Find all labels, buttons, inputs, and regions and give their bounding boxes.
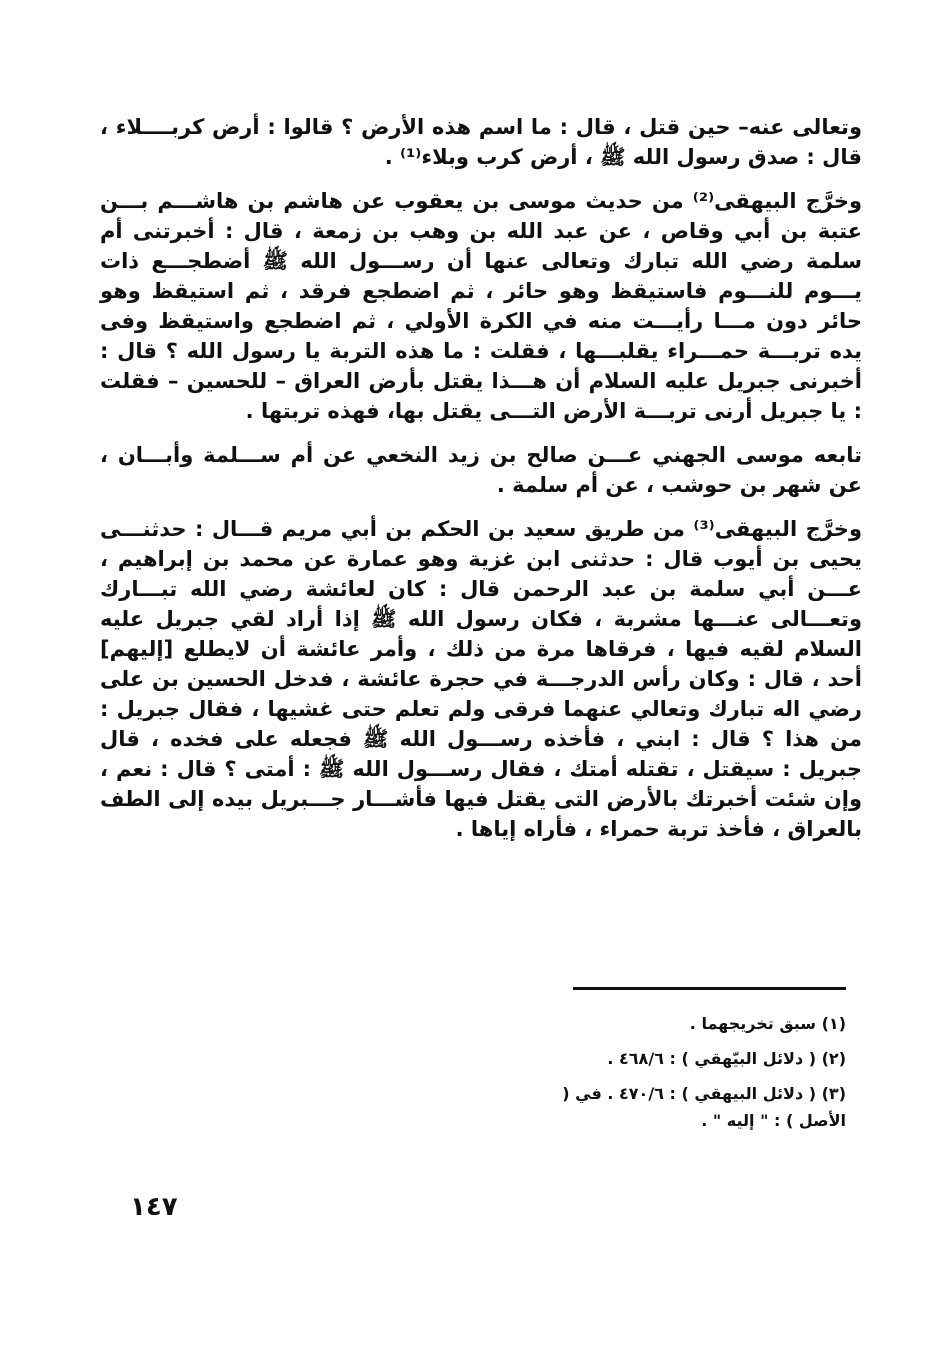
footnotes xyxy=(540,1010,846,1142)
paragraph-2: وخرَّج البيهقى⁽²⁾ من حديث موسى بن يعقوب عن هاشم بن هاشـــم بـــن عتبة بن أبي وقاص ، عن عبد الله بن وهب بن زمعة ، قال : أخبرتنى أم سلمة رضي الله تبارك وتعالى عنها أن رســـول الله ﷺ أضطجـــع ذات يـــوم للنـــوم فاستيقظ وهو حائر ، ثم اضطجع فرقد ، ثم استيقظ وهو حائر دون مـــا رأيـــت منه في الكرة الأولي ، ثم اضطجع واستيقظ وفى يده تربـــة حمـــراء يقلبـــها ، فقلت : ما هذه التربة يا رسول الله ؟ قال : أخبرنى جبريل عليه السلام أن هـــذا يقتل بأرض العراق – للحسين – فقلت : يا جبريل أرنى تربـــة الأرض التـــى يقتل بها، فهذه تربتها . xyxy=(100,189,863,423)
footnote-1: (١) سبق تخريجهما . xyxy=(689,1014,846,1033)
page-number: ١٤٧ xyxy=(130,1192,178,1222)
main-text xyxy=(100,112,862,858)
paragraph-1: وتعالى عنه– حين قتل ، قال : ما اسم هذه الأرض ؟ قالوا : أرض كربــــلاء ، قال : صدق رسول الله ﷺ ، أرض كرب وبلاء⁽¹⁾ . xyxy=(100,115,862,169)
paragraph-4: وخرَّج البيهقى⁽³⁾ من طريق سعيد بن الحكم بن أبي مريم قـــال : حدثنـــى يحيى بن أيوب قال : حدثنى ابن غزية وهو عمارة عن محمد بن إبراهيم ، عـــن أبي سلمة بن عبد الرحمن قال : كان لعائشة رضي الله تبـــارك وتعـــالى عنـــها مشربة ، فكان رسول الله ﷺ إذا أراد لقي جبريل عليه السلام لقيه فيها ، فرقاها مرة من ذلك ، وأمر عائشة أن لايطلع [إليهم] أحد ، قال : وكان رأس الدرجـــة في حجرة عائشة ، فدخل الحسين بن على رضي اله تبارك وتعالي عنهما فرقى ولم تعلم حتى غشيها ، فقال جبريل : من هذا ؟ قال : ابني ، فأخذه رســـول الله ﷺ فجعله على فخده ، قال جبريل : سيقتل ، تقتله أمتك ، فقال رســـول الله ﷺ : أمتى ؟ قال : نعم ، وإن شئت أخبرتك بالأرض التى يقتل فيها فأشـــار جـــبريل بيده إلى الطف بالعراق ، فأخذ تربة حمراء ، فأراه إياها . xyxy=(100,517,862,841)
footnote-2: (٢) ( دلائل البيّهقي ) : ٤٦٨/٦ . xyxy=(607,1049,846,1068)
paragraph-3: تابعه موسى الجهني عـــن صالح بن زيد النخعي عن أم ســـلمة وأبـــان ، عن شهر بن حوشب ، عن أم سلمة . xyxy=(100,443,862,497)
footnote-3: (٣) ( دلائل البيهقي ) : ٤٧٠/٦ . في ( الأصل ) : " إليه " . xyxy=(562,1084,846,1130)
footnote-divider xyxy=(573,987,846,990)
